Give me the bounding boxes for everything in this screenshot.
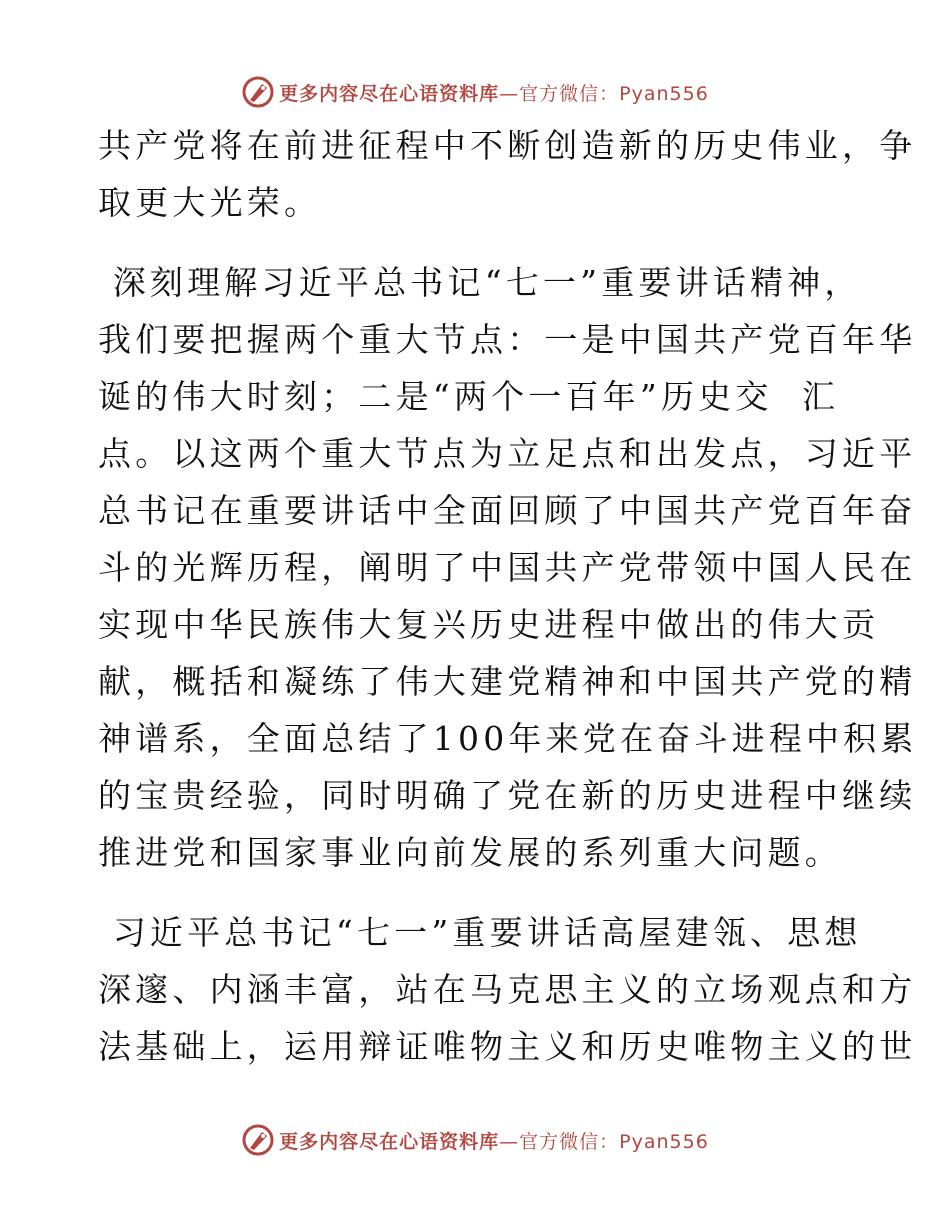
text-line: 深刻理解习近平总书记“七一”重要讲话精神， xyxy=(98,263,862,302)
header-banner xyxy=(0,72,950,112)
text-line: 推进党和国家事业向前发展的系列重大问题。 xyxy=(98,833,842,872)
text-line: 献，概括和凝练了伟大建党精神和中国共产党的精 xyxy=(98,662,917,701)
text-line: 的宝贵经验，同时明确了党在新的历史进程中继续 xyxy=(98,776,917,815)
paragraph xyxy=(98,254,918,881)
pen-nib-logo-icon xyxy=(241,75,275,109)
banner-brand: 更多内容尽在心语资料库 xyxy=(279,1130,500,1153)
text-line: 神谱系，全面总结了100年来党在奋斗进程中积累 xyxy=(98,719,918,758)
pen-nib-logo-icon xyxy=(241,1123,275,1157)
text-line: 共产党将在前进征程中不断创造新的历史伟业，争 xyxy=(98,126,917,165)
text-line: 实现中华民族伟大复兴历史进程中做出的伟大贡 xyxy=(98,605,880,644)
text-line: 我们要把握两个重大节点：一是中国共产党百年华 xyxy=(98,320,917,359)
document-body xyxy=(98,117,918,1075)
banner-wechat: —官方微信：Pyan556 xyxy=(499,82,709,105)
text-line: 取更大光荣。 xyxy=(98,183,322,222)
paragraph xyxy=(98,904,917,1075)
footer-banner xyxy=(0,1120,950,1160)
text-line: 点。以这两个重大节点为立足点和出发点，习近平 xyxy=(98,434,917,473)
text-line: 习近平总书记“七一”重要讲话高屋建瓴、思想 xyxy=(98,913,862,952)
paragraph xyxy=(98,117,917,231)
text-line: 总书记在重要讲话中全面回顾了中国共产党百年奋 xyxy=(98,491,917,530)
text-line: 深邃、内涵丰富，站在马克思主义的立场观点和方 xyxy=(98,970,917,1009)
banner-brand: 更多内容尽在心语资料库 xyxy=(279,82,500,105)
text-line: 法基础上，运用辩证唯物主义和历史唯物主义的世 xyxy=(98,1027,917,1066)
text-line: 斗的光辉历程，阐明了中国共产党带领中国人民在 xyxy=(98,548,917,587)
text-line: 诞的伟大时刻；二是“两个一百年”历史交 汇 xyxy=(98,377,840,416)
banner-wechat: —官方微信：Pyan556 xyxy=(499,1130,709,1153)
